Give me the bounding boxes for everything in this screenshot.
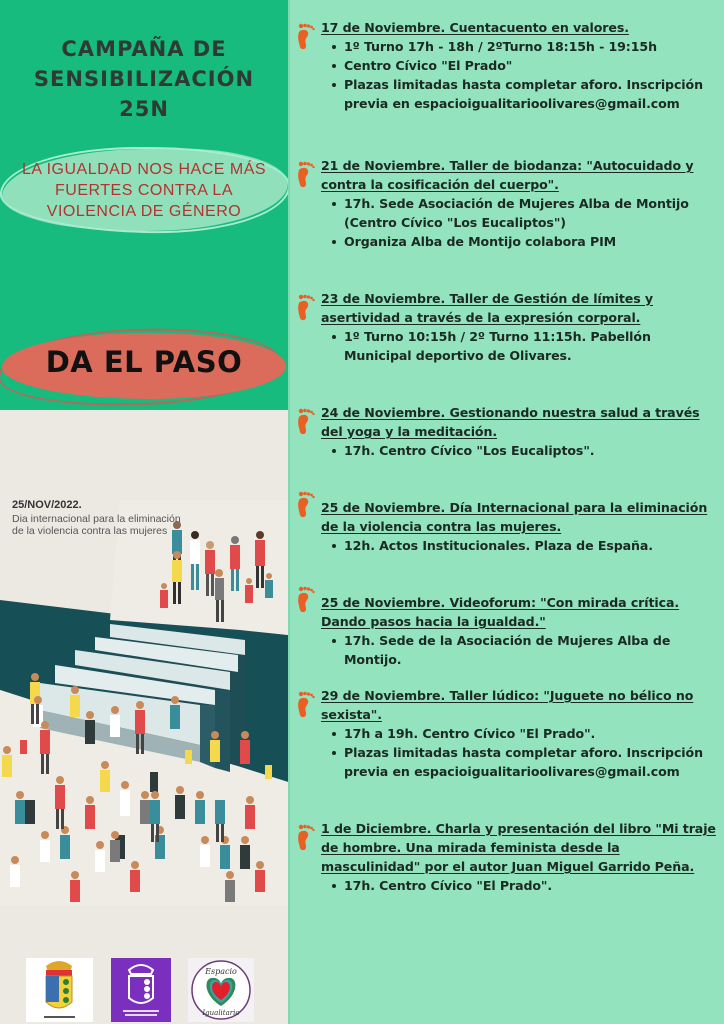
logo-punto-igualdad	[111, 958, 171, 1022]
event-detail: Plazas limitadas hasta completar aforo. Inscripción previa en espacioigualitarioolivares@gmail.com	[332, 743, 718, 781]
event-item	[290, 289, 724, 365]
left-panel	[0, 0, 288, 1024]
slogan-line: FUERTES CONTRA LA	[54, 182, 233, 199]
logo-ayuntamiento	[26, 958, 93, 1022]
event-title: 29 de Noviembre. Taller lúdico: "Juguete no bélico no sexista".	[321, 688, 694, 722]
footprint-icon	[293, 490, 315, 518]
event-detail: 17h. Centro Cívico "Los Eucaliptos".	[332, 441, 718, 460]
event-item	[290, 498, 724, 555]
artwork-date: 25/NOV/2022.	[12, 499, 82, 511]
event-item	[290, 403, 724, 460]
slogan-line: LA IGUALDAD NOS HACE MÁS	[21, 161, 267, 178]
footprint-icon	[293, 407, 315, 435]
event-item	[290, 686, 724, 781]
event-item	[290, 18, 724, 113]
event-title: 23 de Noviembre. Taller de Gestión de límites y asertividad a través de la expresión corporal.	[321, 291, 654, 325]
heart-logo-icon	[188, 958, 254, 1022]
event-details	[332, 876, 724, 895]
title-line: SENSIBILIZACIÓN	[33, 67, 255, 91]
svg-text:Espacio: Espacio	[205, 967, 237, 976]
event-item	[290, 156, 724, 251]
artwork-caption: Dia internacional para la eliminación de la violencia contra las mujeres	[12, 513, 181, 537]
slogan-line: VIOLENCIA DE GÉNERO	[46, 203, 242, 220]
event-detail: 12h. Actos Institucionales. Plaza de España.	[332, 536, 718, 555]
event-detail: 17h. Sede Asociación de Mujeres Alba de Montijo (Centro Cívico "Los Eucaliptos")	[332, 194, 718, 232]
events-panel	[290, 0, 724, 1024]
event-title: 25 de Noviembre. Videoforum: "Con mirada crítica. Dando pasos hacia la igualdad."	[321, 595, 680, 629]
event-detail: 17h. Centro Cívico "El Prado".	[332, 876, 718, 895]
event-item	[290, 593, 724, 669]
event-details	[332, 37, 724, 113]
title-line: CAMPAÑA DE	[61, 37, 227, 61]
event-detail: 1º Turno 17h - 18h / 2ºTurno 18:15h - 19:15h	[332, 37, 718, 56]
event-item	[290, 819, 724, 895]
event-detail: Plazas limitadas hasta completar aforo. Inscripción previa en espacioigualitarioolivares@gmail.com	[332, 75, 718, 113]
title-line: 25N	[119, 97, 169, 121]
event-title: 17 de Noviembre. Cuentacuento en valores.	[321, 20, 629, 35]
footprint-icon	[293, 22, 315, 50]
event-details	[332, 327, 724, 365]
slogan	[0, 159, 288, 222]
crest-icon	[111, 958, 171, 1022]
event-details	[332, 536, 724, 555]
event-detail: Centro Cívico "El Prado"	[332, 56, 718, 75]
footprint-icon	[293, 293, 315, 321]
coat-of-arms-icon	[26, 958, 93, 1022]
event-detail: 17h a 19h. Centro Cívico "El Prado".	[332, 724, 718, 743]
event-title: 1 de Diciembre. Charla y presentación del libro "Mi traje de hombre. Una mirada feminista desde la masculinidad" por el autor Juan Miguel Garrido Peña.	[321, 821, 716, 874]
svg-text:Igualitario: Igualitario	[202, 1009, 240, 1017]
footprint-icon	[293, 690, 315, 718]
logos-row	[0, 952, 288, 1024]
footprint-icon	[293, 160, 315, 188]
event-details	[332, 724, 724, 781]
footprint-icon	[293, 823, 315, 851]
tagline: DA EL PASO	[45, 345, 243, 379]
event-detail: 17h. Sede de la Asociación de Mujeres Alba de Montijo.	[332, 631, 718, 669]
event-detail: Organiza Alba de Montijo colabora PIM	[332, 232, 718, 251]
event-title: 24 de Noviembre. Gestionando nuestra salud a través del yoga y la meditación.	[321, 405, 700, 439]
crowd-stairs-illustration	[0, 500, 288, 905]
event-details	[332, 194, 724, 251]
logo-espacio-igualitario	[188, 958, 254, 1022]
campaign-title	[0, 34, 288, 124]
event-details	[332, 441, 724, 460]
event-title: 21 de Noviembre. Taller de biodanza: "Autocuidado y contra la cosificación del cuerpo".	[321, 158, 694, 192]
event-detail: 1º Turno 10:15h / 2º Turno 11:15h. Pabellón Municipal deportivo de Olivares.	[332, 327, 718, 365]
footprint-icon	[293, 585, 315, 613]
event-details	[332, 631, 724, 669]
event-title: 25 de Noviembre. Día Internacional para la eliminación de la violencia contra las mujeres.	[321, 500, 708, 534]
